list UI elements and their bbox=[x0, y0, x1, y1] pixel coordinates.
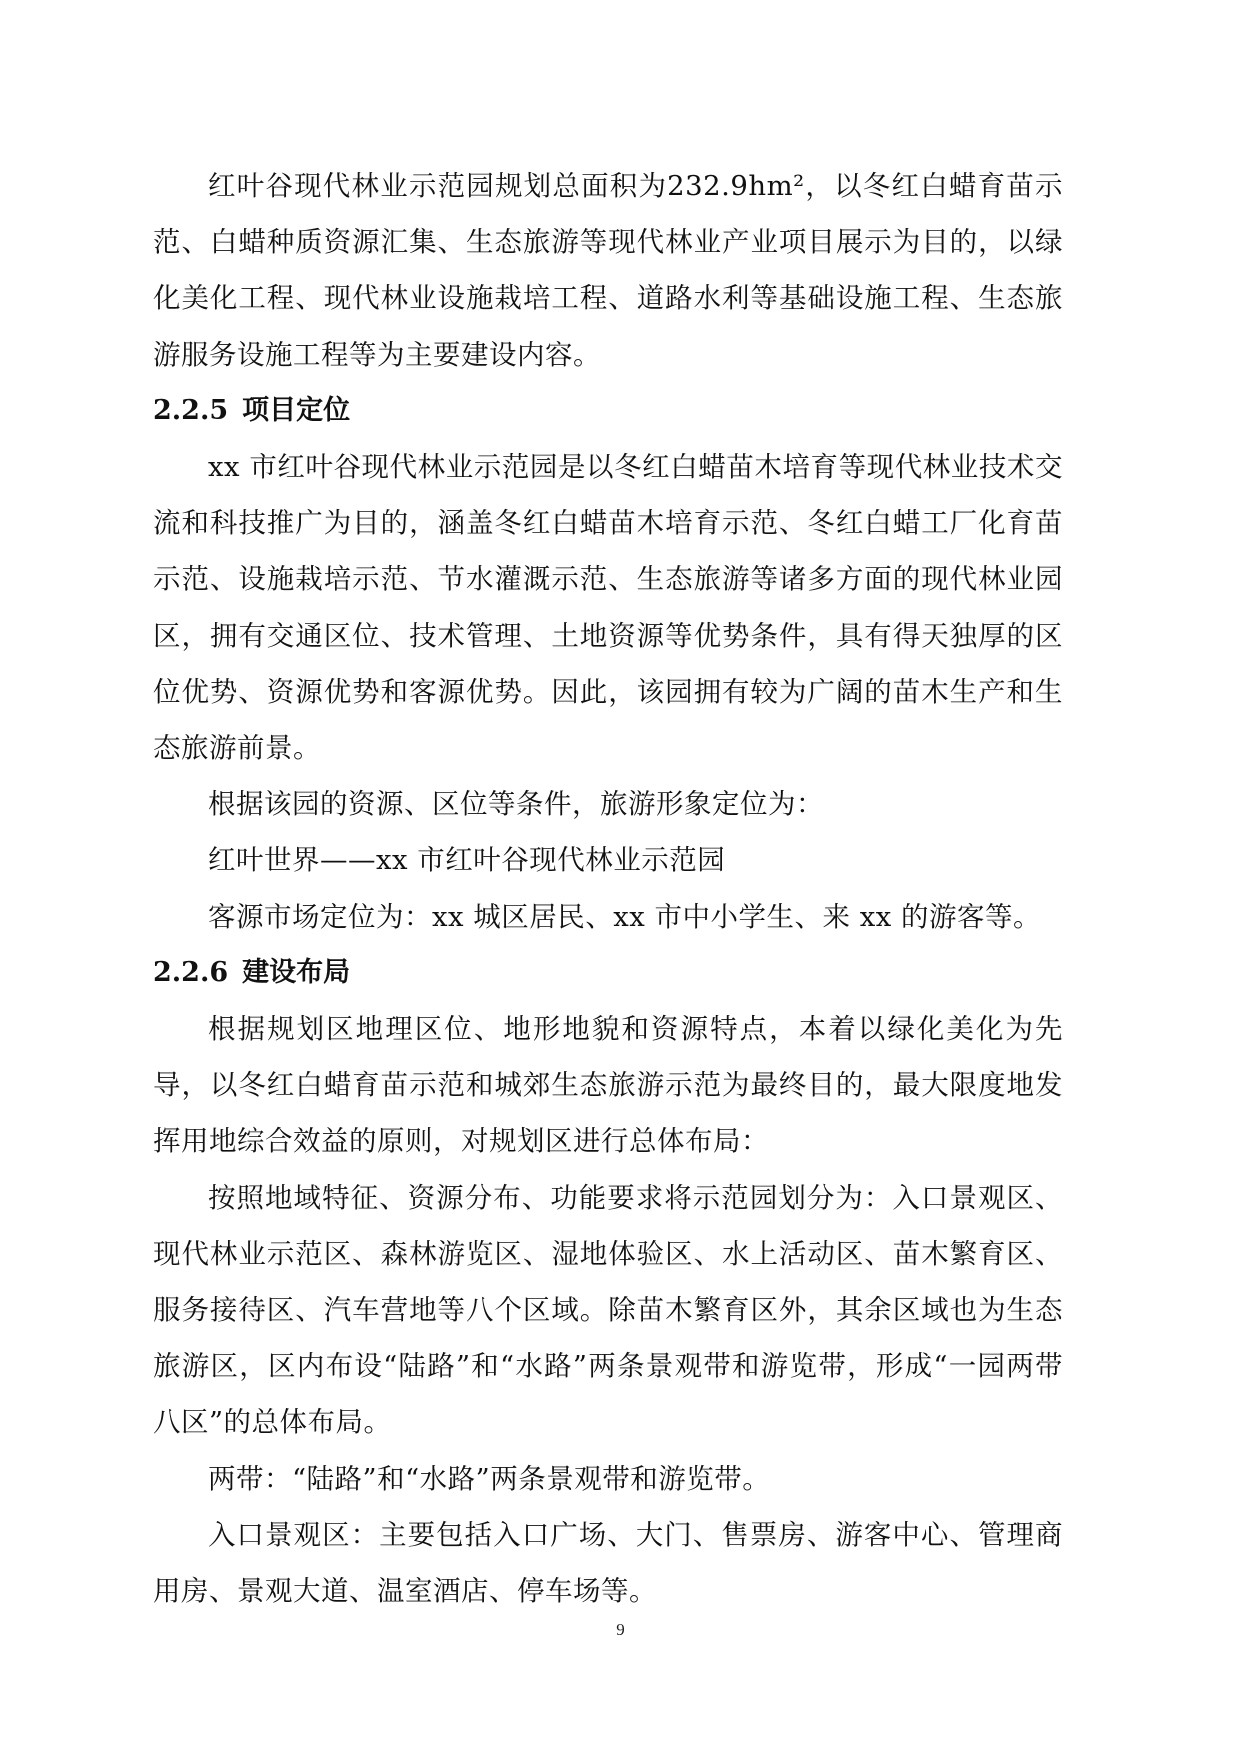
section-number: 2.2.5 bbox=[153, 394, 229, 426]
paragraph-zoning: 按照地域特征、资源分布、功能要求将示范园划分为：入口景观区、现代林业示范区、森林游览区、湿地体验区、水上活动区、苗木繁育区、服务接待区、汽车营地等八个区域。除苗木繁育区外，其余区域也为生态旅游区，区内布设“陆路”和“水路”两条景观带和游览带，形成“一园两带八区”的总体布局。 bbox=[153, 1181, 1063, 1439]
page-body bbox=[153, 158, 1063, 1619]
paragraph-image-positioning-intro: 根据该园的资源、区位等条件，旅游形象定位为： bbox=[208, 788, 824, 821]
section-title: 建设布局 bbox=[242, 956, 351, 988]
paragraph-image-slogan: 红叶世界——xx 市红叶谷现代林业示范园 bbox=[208, 844, 726, 877]
paragraph-layout-principle: 根据规划区地理区位、地形地貌和资源特点，本着以绿化美化为先导，以冬红白蜡育苗示范和城郊生态旅游示范为最终目的，最大限度地发挥用地综合效益的原则，对规划区进行总体布局： bbox=[153, 1013, 1063, 1158]
paragraph-intro: 红叶谷现代林业示范园规划总面积为232.9hm²，以冬红白蜡育苗示范、白蜡种质资源汇集、生态旅游等现代林业产业项目展示为目的，以绿化美化工程、现代林业设施栽培工程、道路水利等基础设施工程、生态旅游服务设施工程等为主要建设内容。 bbox=[153, 170, 1063, 371]
paragraph-entrance-zone: 入口景观区：主要包括入口广场、大门、售票房、游客中心、管理商用房、景观大道、温室酒店、停车场等。 bbox=[153, 1518, 1063, 1608]
section-heading-2-2-5 bbox=[153, 383, 1063, 439]
page-number: 9 bbox=[616, 1620, 625, 1639]
paragraph-positioning: xx 市红叶谷现代林业示范园是以冬红白蜡苗木培育等现代林业技术交流和科技推广为目的，涵盖冬红白蜡苗木培育示范、冬红白蜡工厂化育苗示范、设施栽培示范、节水灌溉示范、生态旅游等诸多方面的现代林业园区，拥有交通区位、技术管理、土地资源等优势条件，具有得天独厚的区位优势、资源优势和客源优势。因此，该园拥有较为广阔的苗木生产和生态旅游前景。 bbox=[153, 451, 1063, 765]
section-title: 项目定位 bbox=[242, 394, 351, 426]
section-number: 2.2.6 bbox=[153, 956, 229, 988]
section-heading-2-2-6 bbox=[153, 945, 1063, 1001]
paragraph-market-positioning: 客源市场定位为：xx 城区居民、xx 市中小学生、来 xx 的游客等。 bbox=[208, 900, 1042, 933]
paragraph-two-belts: 两带：“陆路”和“水路”两条景观带和游览带。 bbox=[208, 1462, 771, 1495]
